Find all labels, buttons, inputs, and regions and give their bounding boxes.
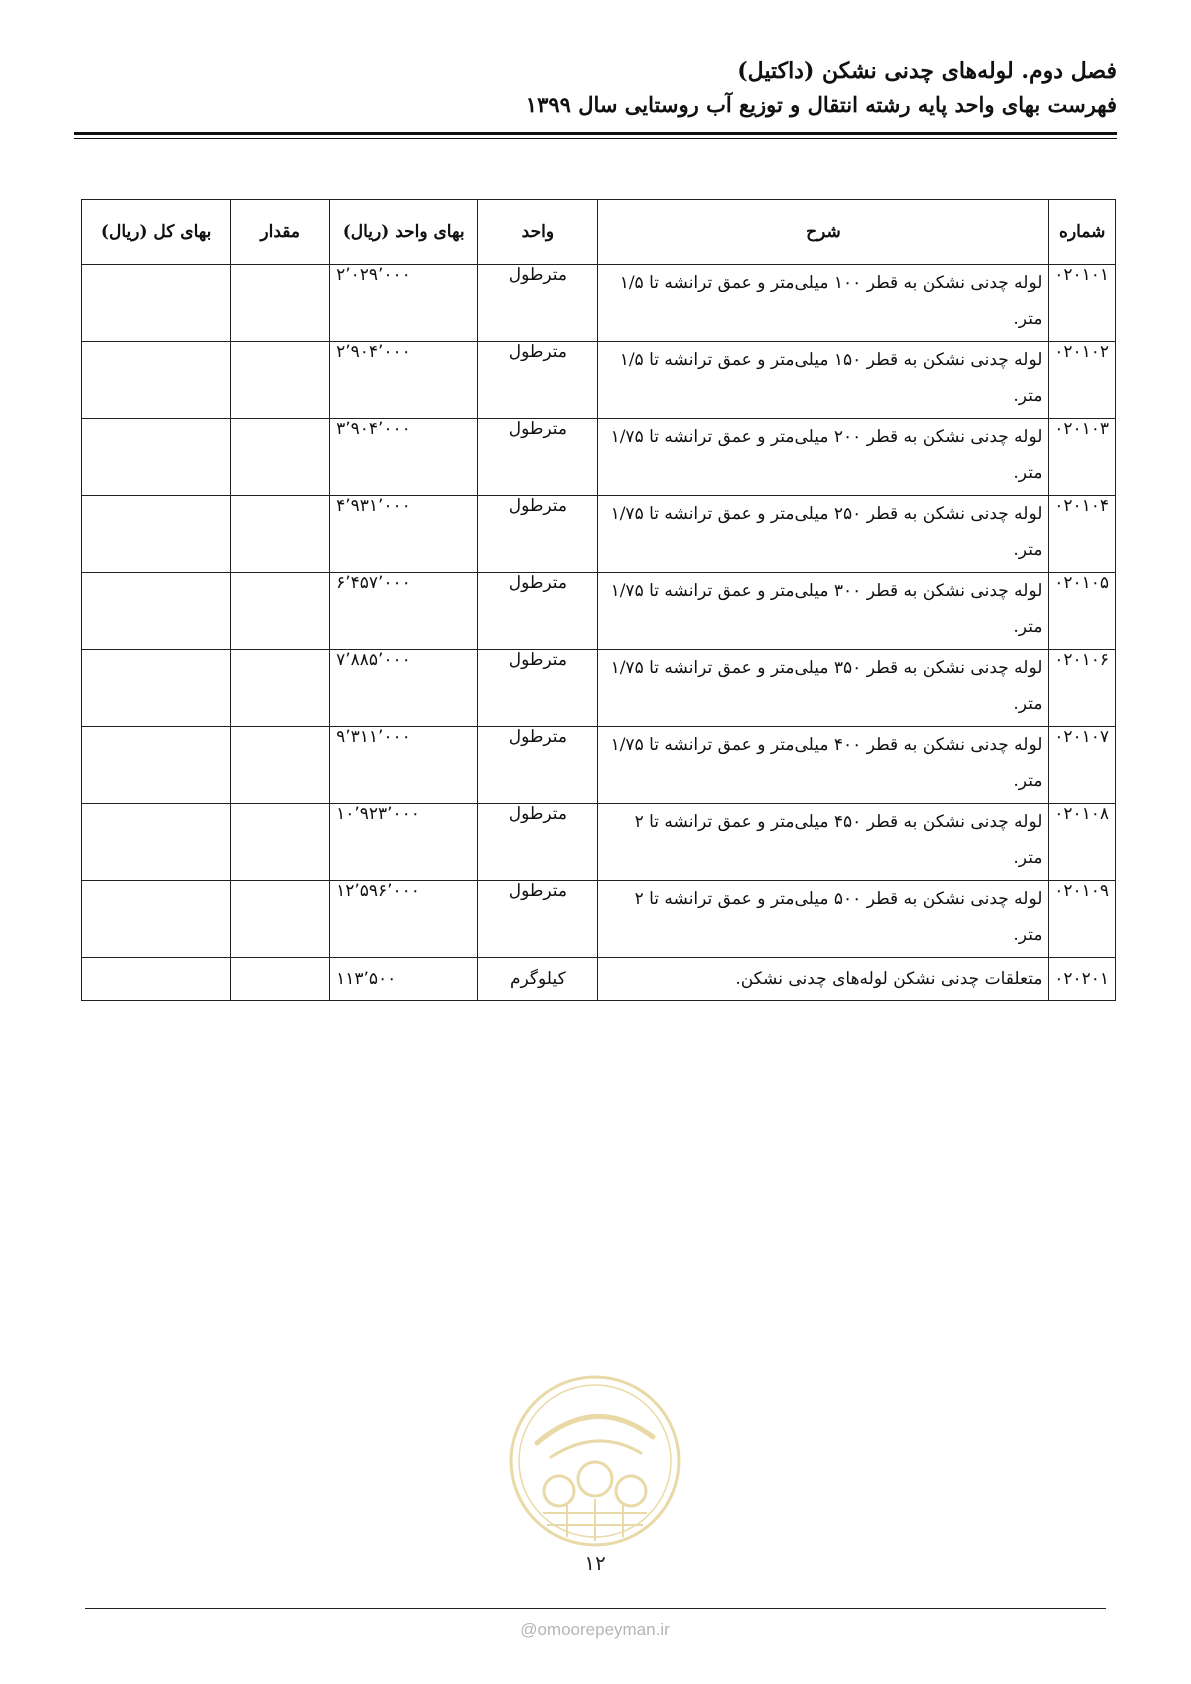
item-quantity <box>231 573 330 650</box>
table-header-row <box>82 200 1116 265</box>
item-total-price <box>82 727 231 804</box>
item-unit: مترطول <box>478 727 598 804</box>
header-rule-thin <box>74 138 1117 139</box>
table-row <box>82 881 1116 958</box>
table-row <box>82 573 1116 650</box>
item-quantity <box>231 727 330 804</box>
table-row <box>82 419 1116 496</box>
header-rule-thick <box>74 132 1117 135</box>
item-unit-price: ۹٬۳۱۱٬۰۰۰ <box>330 727 478 804</box>
item-description: لوله چدنی نشکن به قطر ۳۰۰ میلی‌متر و عمق ترانشه تا ۱/۷۵ متر. <box>598 573 1049 650</box>
column-header-unit-price: بهای واحد (ریال) <box>330 200 478 265</box>
item-description: لوله چدنی نشکن به قطر ۱۰۰ میلی‌متر و عمق ترانشه تا ۱/۵ متر. <box>598 265 1049 342</box>
item-unit: مترطول <box>478 881 598 958</box>
item-number: ۰۲۰۲۰۱ <box>1049 958 1116 1001</box>
item-quantity <box>231 419 330 496</box>
item-description: متعلقات چدنی نشکن لوله‌های چدنی نشکن. <box>598 958 1049 1001</box>
item-number: ۰۲۰۱۰۷ <box>1049 727 1116 804</box>
price-table <box>81 199 1116 1001</box>
table-row <box>82 958 1116 1001</box>
item-unit: مترطول <box>478 342 598 419</box>
page-header <box>74 54 1117 122</box>
item-total-price <box>82 496 231 573</box>
item-total-price <box>82 573 231 650</box>
item-unit: مترطول <box>478 804 598 881</box>
item-unit-price: ۳٬۹۰۴٬۰۰۰ <box>330 419 478 496</box>
item-quantity <box>231 265 330 342</box>
item-number: ۰۲۰۱۰۲ <box>1049 342 1116 419</box>
item-unit-price: ۴٬۹۳۱٬۰۰۰ <box>330 496 478 573</box>
item-description: لوله چدنی نشکن به قطر ۱۵۰ میلی‌متر و عمق ترانشه تا ۱/۵ متر. <box>598 342 1049 419</box>
item-quantity <box>231 804 330 881</box>
table-row <box>82 804 1116 881</box>
item-number: ۰۲۰۱۰۳ <box>1049 419 1116 496</box>
item-description: لوله چدنی نشکن به قطر ۳۵۰ میلی‌متر و عمق ترانشه تا ۱/۷۵ متر. <box>598 650 1049 727</box>
table-row <box>82 496 1116 573</box>
item-unit: مترطول <box>478 573 598 650</box>
item-description: لوله چدنی نشکن به قطر ۵۰۰ میلی‌متر و عمق ترانشه تا ۲ متر. <box>598 881 1049 958</box>
table-row <box>82 342 1116 419</box>
column-header-description: شرح <box>598 200 1049 265</box>
item-total-price <box>82 804 231 881</box>
table-row <box>82 265 1116 342</box>
item-total-price <box>82 650 231 727</box>
item-total-price <box>82 419 231 496</box>
item-quantity <box>231 342 330 419</box>
item-unit-price: ۲٬۰۲۹٬۰۰۰ <box>330 265 478 342</box>
item-quantity <box>231 881 330 958</box>
item-unit-price: ۱۰٬۹۲۳٬۰۰۰ <box>330 804 478 881</box>
seal-watermark-icon <box>507 1373 683 1549</box>
item-description: لوله چدنی نشکن به قطر ۲۰۰ میلی‌متر و عمق ترانشه تا ۱/۷۵ متر. <box>598 419 1049 496</box>
item-description: لوله چدنی نشکن به قطر ۴۰۰ میلی‌متر و عمق ترانشه تا ۱/۷۵ متر. <box>598 727 1049 804</box>
item-description: لوله چدنی نشکن به قطر ۴۵۰ میلی‌متر و عمق ترانشه تا ۲ متر. <box>598 804 1049 881</box>
item-total-price <box>82 958 231 1001</box>
chapter-title: فصل دوم. لوله‌های چدنی نشکن (داکتیل) <box>737 58 1117 84</box>
item-unit: مترطول <box>478 650 598 727</box>
column-header-total-price: بهای کل (ریال) <box>82 200 231 265</box>
watermark-url: @omoorepeyman.ir <box>520 1620 670 1639</box>
item-unit-price: ۷٬۸۸۵٬۰۰۰ <box>330 650 478 727</box>
item-total-price <box>82 342 231 419</box>
footer-rule <box>85 1608 1106 1609</box>
item-unit: مترطول <box>478 265 598 342</box>
item-unit: کیلوگرم <box>478 958 598 1001</box>
item-quantity <box>231 650 330 727</box>
price-list-title: فهرست بهای واحد پایه رشته انتقال و توزیع آب روستایی سال ۱۳۹۹ <box>525 92 1117 117</box>
item-quantity <box>231 496 330 573</box>
page-number: ۱۲ <box>584 1551 606 1575</box>
item-number: ۰۲۰۱۰۱ <box>1049 265 1116 342</box>
item-number: ۰۲۰۱۰۹ <box>1049 881 1116 958</box>
item-description: لوله چدنی نشکن به قطر ۲۵۰ میلی‌متر و عمق ترانشه تا ۱/۷۵ متر. <box>598 496 1049 573</box>
item-unit-price: ۲٬۹۰۴٬۰۰۰ <box>330 342 478 419</box>
table-row <box>82 650 1116 727</box>
column-header-number: شماره <box>1049 200 1116 265</box>
item-number: ۰۲۰۱۰۸ <box>1049 804 1116 881</box>
column-header-quantity: مقدار <box>231 200 330 265</box>
column-header-unit: واحد <box>478 200 598 265</box>
item-total-price <box>82 265 231 342</box>
item-quantity <box>231 958 330 1001</box>
table-row <box>82 727 1116 804</box>
item-number: ۰۲۰۱۰۴ <box>1049 496 1116 573</box>
item-unit-price: ۱۲٬۵۹۶٬۰۰۰ <box>330 881 478 958</box>
item-unit-price: ۱۱۳٬۵۰۰ <box>330 958 478 1001</box>
item-unit: مترطول <box>478 496 598 573</box>
item-unit: مترطول <box>478 419 598 496</box>
item-number: ۰۲۰۱۰۶ <box>1049 650 1116 727</box>
item-number: ۰۲۰۱۰۵ <box>1049 573 1116 650</box>
item-total-price <box>82 881 231 958</box>
item-unit-price: ۶٬۴۵۷٬۰۰۰ <box>330 573 478 650</box>
